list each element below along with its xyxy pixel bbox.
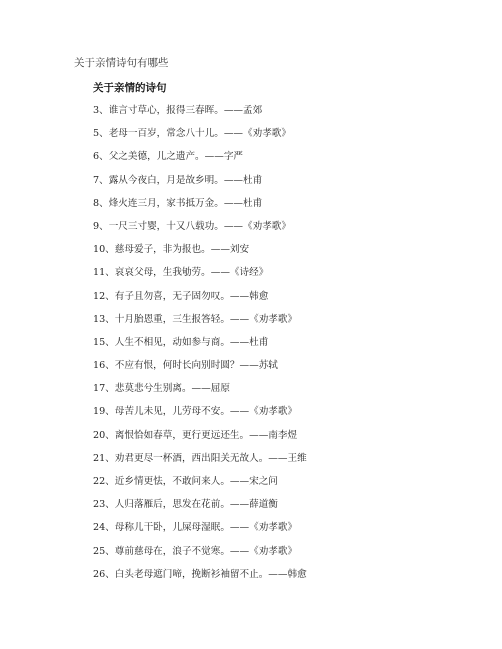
poem-line: 8、烽火连三月，家书抵万金。——杜甫 [93, 197, 263, 209]
poem-line: 9、一尺三寸婴，十又八载功。——《劝孝歌》 [93, 220, 291, 232]
poem-line: 11、哀哀父母，生我劬劳。——《诗经》 [93, 267, 269, 279]
poem-line: 21、劝君更尽一杯酒，西出阳关无故人。——王维 [93, 452, 307, 464]
poem-line: 17、悲莫悲兮生别离。——屈原 [93, 383, 230, 395]
poem-line: 5、老母一百岁，常念八十儿。——《劝孝歌》 [93, 128, 291, 140]
poem-line: 22、近乡情更怯，不敢问来人。——宋之问 [93, 476, 278, 487]
poem-line: 3、谁言寸草心，报得三春晖。——孟郊 [93, 105, 263, 116]
section-heading: 关于亲情的诗句 [93, 82, 167, 94]
poem-line: 12、有子且勿喜，无子固勿叹。——韩愈 [93, 290, 269, 302]
poem-line: 19、母苦儿未见，儿劳母不安。——《劝孝歌》 [93, 406, 298, 418]
poem-line: 15、人生不相见，动如参与商。——杜甫 [93, 336, 269, 348]
poem-line: 26、白头老母遮门啼，挽断衫袖留不止。——韩愈 [93, 568, 307, 580]
poem-line: 20、离恨恰如春草，更行更远还生。——南李煜 [93, 429, 298, 441]
poem-line: 23、人归落雁后，思发在花前。——薛道衡 [93, 499, 278, 511]
poem-line: 13、十月胎恩重，三生报答轻。——《劝孝歌》 [93, 313, 298, 325]
poem-line: 16、不应有恨，何时长向别时圆？——苏轼 [93, 360, 278, 372]
poem-line: 24、母称儿干卧，儿屎母湿眠。——《劝孝歌》 [93, 522, 298, 534]
document-title: 关于亲情诗句有哪些 [74, 57, 169, 69]
poem-lines-list [93, 104, 307, 591]
poem-line: 10、慈母爱子，非为报也。——刘安 [93, 244, 250, 256]
poem-line: 6、父之美德，儿之遗产。——字严 [93, 151, 244, 163]
poem-line: 7、露从今夜白，月是故乡明。——杜甫 [93, 174, 263, 186]
poem-line: 25、尊前慈母在，浪子不觉寒。——《劝孝歌》 [93, 545, 298, 557]
